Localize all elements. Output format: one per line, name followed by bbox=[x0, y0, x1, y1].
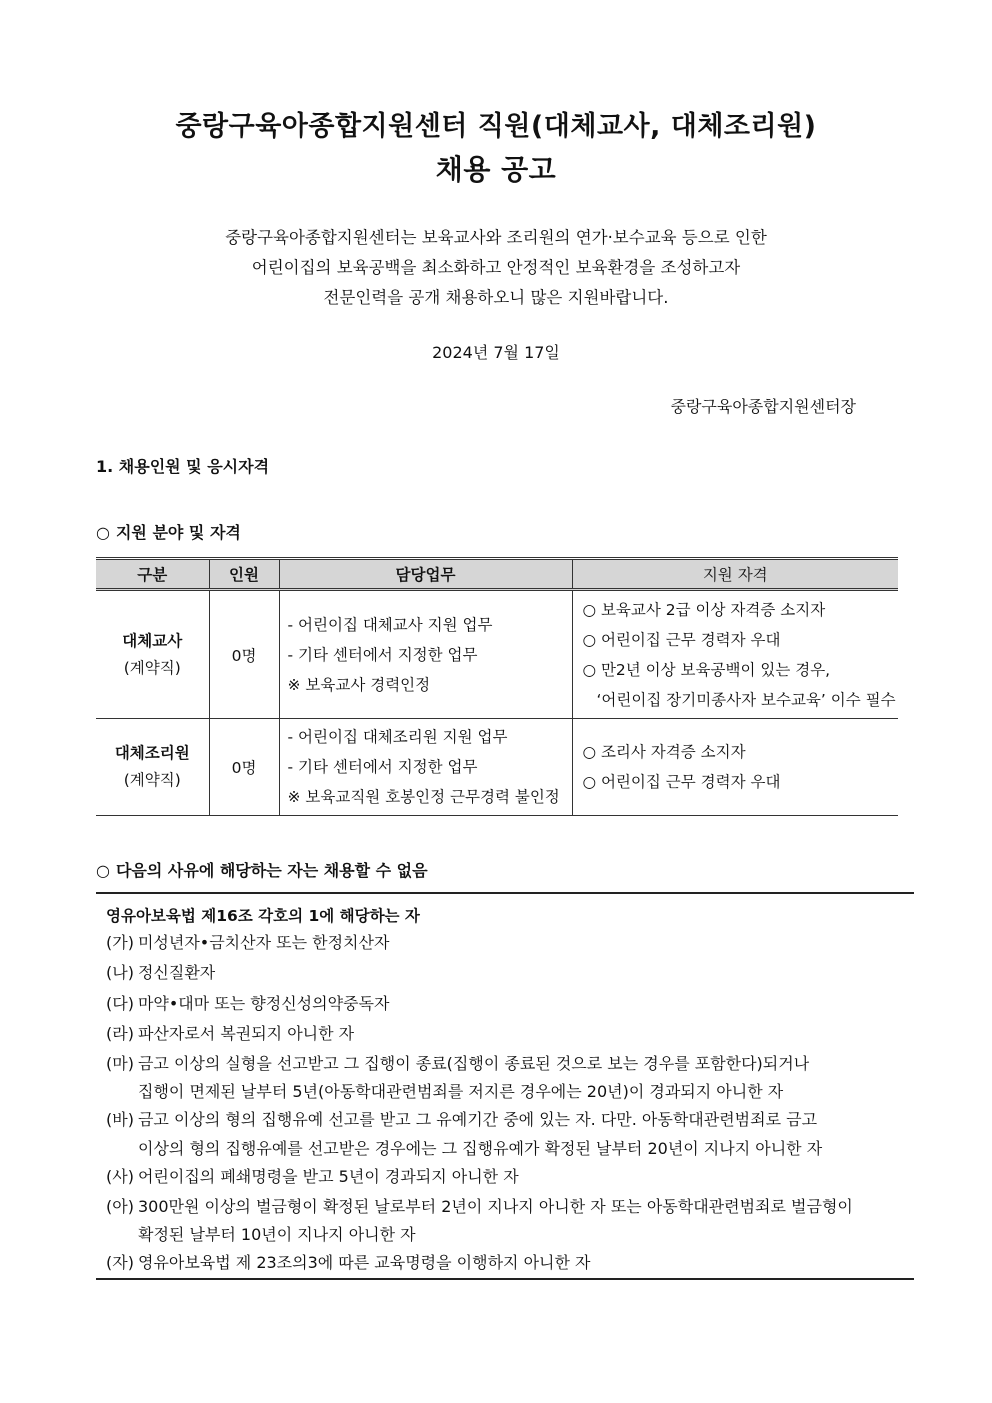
list-item-text: 미성년자•금치산자 또는 한정치산자 bbox=[137, 933, 390, 952]
disqualification-heading-text: 다음의 사유에 해당하는 자는 채용할 수 없음 bbox=[115, 861, 428, 880]
duty-line: - 어린이집 대체조리원 지원 업무 bbox=[287, 728, 508, 746]
organization-signature: 중랑구육아종합지원센터장 bbox=[670, 397, 856, 416]
duty-line: ※ 보육교직원 호봉인정 근무경력 불인정 bbox=[287, 788, 560, 806]
list-item-line bbox=[106, 1105, 911, 1135]
headcount-cell: 0명 bbox=[209, 590, 279, 719]
list-item-line bbox=[106, 1019, 911, 1049]
duty-line: - 기타 센터에서 지정한 업무 bbox=[287, 758, 478, 776]
qualification-line: ○ 어린이집 근무 경력자 우대 bbox=[582, 773, 781, 791]
qualification-table bbox=[96, 557, 898, 816]
list-item-label: (바) bbox=[106, 1110, 134, 1130]
headcount-cell: 0명 bbox=[209, 719, 279, 816]
intro-line: 전문인력을 공개 채용하오니 많은 지원바랍니다. bbox=[323, 288, 669, 307]
table-row bbox=[96, 590, 898, 719]
list-item bbox=[106, 989, 911, 1019]
disqualification-list bbox=[106, 928, 911, 1279]
list-item-text: 확정된 날부터 10년이 지나지 아니한 자 bbox=[138, 1225, 416, 1245]
list-item bbox=[106, 1105, 911, 1161]
list-item-line bbox=[106, 1162, 911, 1192]
list-item-line bbox=[106, 928, 911, 958]
list-item-text: 금고 이상의 형의 집행유예 선고를 받고 그 유예기간 중에 있는 자. 다만. 아동학대관련범죄로 금고 bbox=[137, 1110, 818, 1130]
list-item-label: (아) bbox=[106, 1197, 134, 1217]
list-item-text: 어린이집의 폐쇄명령을 받고 5년이 경과되지 아니한 자 bbox=[137, 1166, 519, 1186]
intro-paragraph bbox=[0, 223, 992, 313]
list-item-text: 집행이 면제된 날부터 5년(아동학대관련범죄를 저지른 경우에는 20년)이 경과되지 아니한 자 bbox=[138, 1082, 784, 1102]
list-item-label: (라) bbox=[106, 1023, 134, 1043]
list-item-text: 파산자로서 복권되지 아니한 자 bbox=[137, 1023, 355, 1043]
list-item-label: (사) bbox=[106, 1166, 134, 1186]
position-type: (계약직) bbox=[123, 658, 181, 677]
duties-cell bbox=[279, 590, 572, 719]
list-item-text: 300만원 이상의 벌금형이 확정된 날로부터 2년이 지나지 아니한 자 또는 아동학대관련범죄로 벌금형이 bbox=[137, 1197, 853, 1217]
list-item bbox=[106, 928, 911, 958]
qualification-line: ○ 어린이집 근무 경력자 우대 bbox=[582, 630, 781, 649]
table-row bbox=[96, 719, 898, 816]
list-item-line bbox=[106, 1049, 911, 1079]
disqualification-box bbox=[96, 892, 914, 1280]
duty-line: - 어린이집 대체교사 지원 업무 bbox=[287, 615, 493, 634]
header-qualifications: 지원 자격 bbox=[572, 559, 898, 590]
list-item bbox=[106, 1192, 911, 1248]
header-duties: 담당업무 bbox=[279, 559, 572, 590]
list-item-line bbox=[106, 989, 911, 1019]
list-item-text: 마약•대마 또는 향정신성의약중독자 bbox=[137, 993, 390, 1013]
duty-line: ※ 보육교사 경력인정 bbox=[287, 675, 431, 694]
announcement-date: 2024년 7월 17일 bbox=[432, 343, 560, 362]
list-item-label: (다) bbox=[106, 993, 134, 1013]
qualification-line: ‘어린이집 장기미종사자 보수교육’ 이수 필수 bbox=[596, 690, 896, 709]
list-item-label: (마) bbox=[106, 1054, 134, 1074]
list-item-label: (자) bbox=[106, 1253, 134, 1273]
page-title-line2: 채용 공고 bbox=[435, 153, 557, 186]
list-item-label: (나) bbox=[106, 963, 134, 983]
list-item-text: 이상의 형의 집행유예를 선고받은 경우에는 그 집행유예가 확정된 날부터 20년이 지나지 아니한 자 bbox=[138, 1138, 823, 1158]
list-item bbox=[106, 1248, 911, 1278]
header-headcount: 인원 bbox=[209, 559, 279, 590]
list-item-text: 금고 이상의 실형을 선고받고 그 집행이 종료(집행이 종료된 것으로 보는 경우를 포함한다)되거나 bbox=[137, 1054, 810, 1074]
intro-line: 중랑구육아종합지원센터는 보육교사와 조리원의 연가·보수교육 등으로 인한 bbox=[225, 228, 767, 247]
circle-bullet-icon: ○ bbox=[96, 861, 110, 880]
table-header-row bbox=[96, 559, 898, 590]
position-type: (계약직) bbox=[123, 771, 181, 789]
page-title: 중랑구육아종합지원센터 직원(대체교사, 대체조리원) bbox=[175, 111, 817, 142]
list-item-line bbox=[106, 958, 911, 988]
circle-bullet-icon: ○ bbox=[96, 523, 110, 542]
intro-line: 어린이집의 보육공백을 최소화하고 안정적인 보육환경을 조성하고자 bbox=[251, 258, 741, 277]
list-item-text: 정신질환자 bbox=[137, 963, 216, 983]
list-item-line bbox=[106, 1248, 911, 1278]
header-category: 구분 bbox=[96, 559, 209, 590]
position-name: 대체교사 bbox=[122, 631, 183, 650]
qualification-line: ○ 조리사 자격증 소지자 bbox=[582, 743, 746, 761]
list-item-line bbox=[106, 1192, 911, 1222]
list-item-continuation bbox=[106, 1079, 911, 1105]
qualifications-cell bbox=[572, 590, 898, 719]
position-cell bbox=[96, 590, 209, 719]
duty-line: - 기타 센터에서 지정한 업무 bbox=[287, 645, 478, 664]
position-name: 대체조리원 bbox=[114, 744, 190, 762]
list-item-text: 영유아보육법 제 23조의3에 따른 교육명령을 이행하지 아니한 자 bbox=[137, 1253, 591, 1273]
subsection-heading-text: 지원 분야 및 자격 bbox=[115, 523, 241, 542]
position-cell bbox=[96, 719, 209, 816]
list-item-label: (가) bbox=[106, 933, 134, 952]
list-item-continuation bbox=[106, 1136, 911, 1162]
list-item bbox=[106, 1049, 911, 1105]
qualifications-cell bbox=[572, 719, 898, 816]
subsection-heading bbox=[96, 520, 241, 543]
qualification-line: ○ 만2년 이상 보육공백이 있는 경우, bbox=[582, 660, 831, 679]
list-item-continuation bbox=[106, 1222, 911, 1248]
legal-basis-heading: 영유아보육법 제16조 각호의 1에 해당하는 자 bbox=[106, 907, 420, 925]
disqualification-heading bbox=[96, 858, 428, 881]
qualification-line: ○ 보육교사 2급 이상 자격증 소지자 bbox=[582, 600, 826, 619]
list-item bbox=[106, 1162, 911, 1192]
list-item bbox=[106, 1019, 911, 1049]
list-item bbox=[106, 958, 911, 988]
duties-cell bbox=[279, 719, 572, 816]
section-heading: 1. 채용인원 및 응시자격 bbox=[96, 457, 270, 476]
